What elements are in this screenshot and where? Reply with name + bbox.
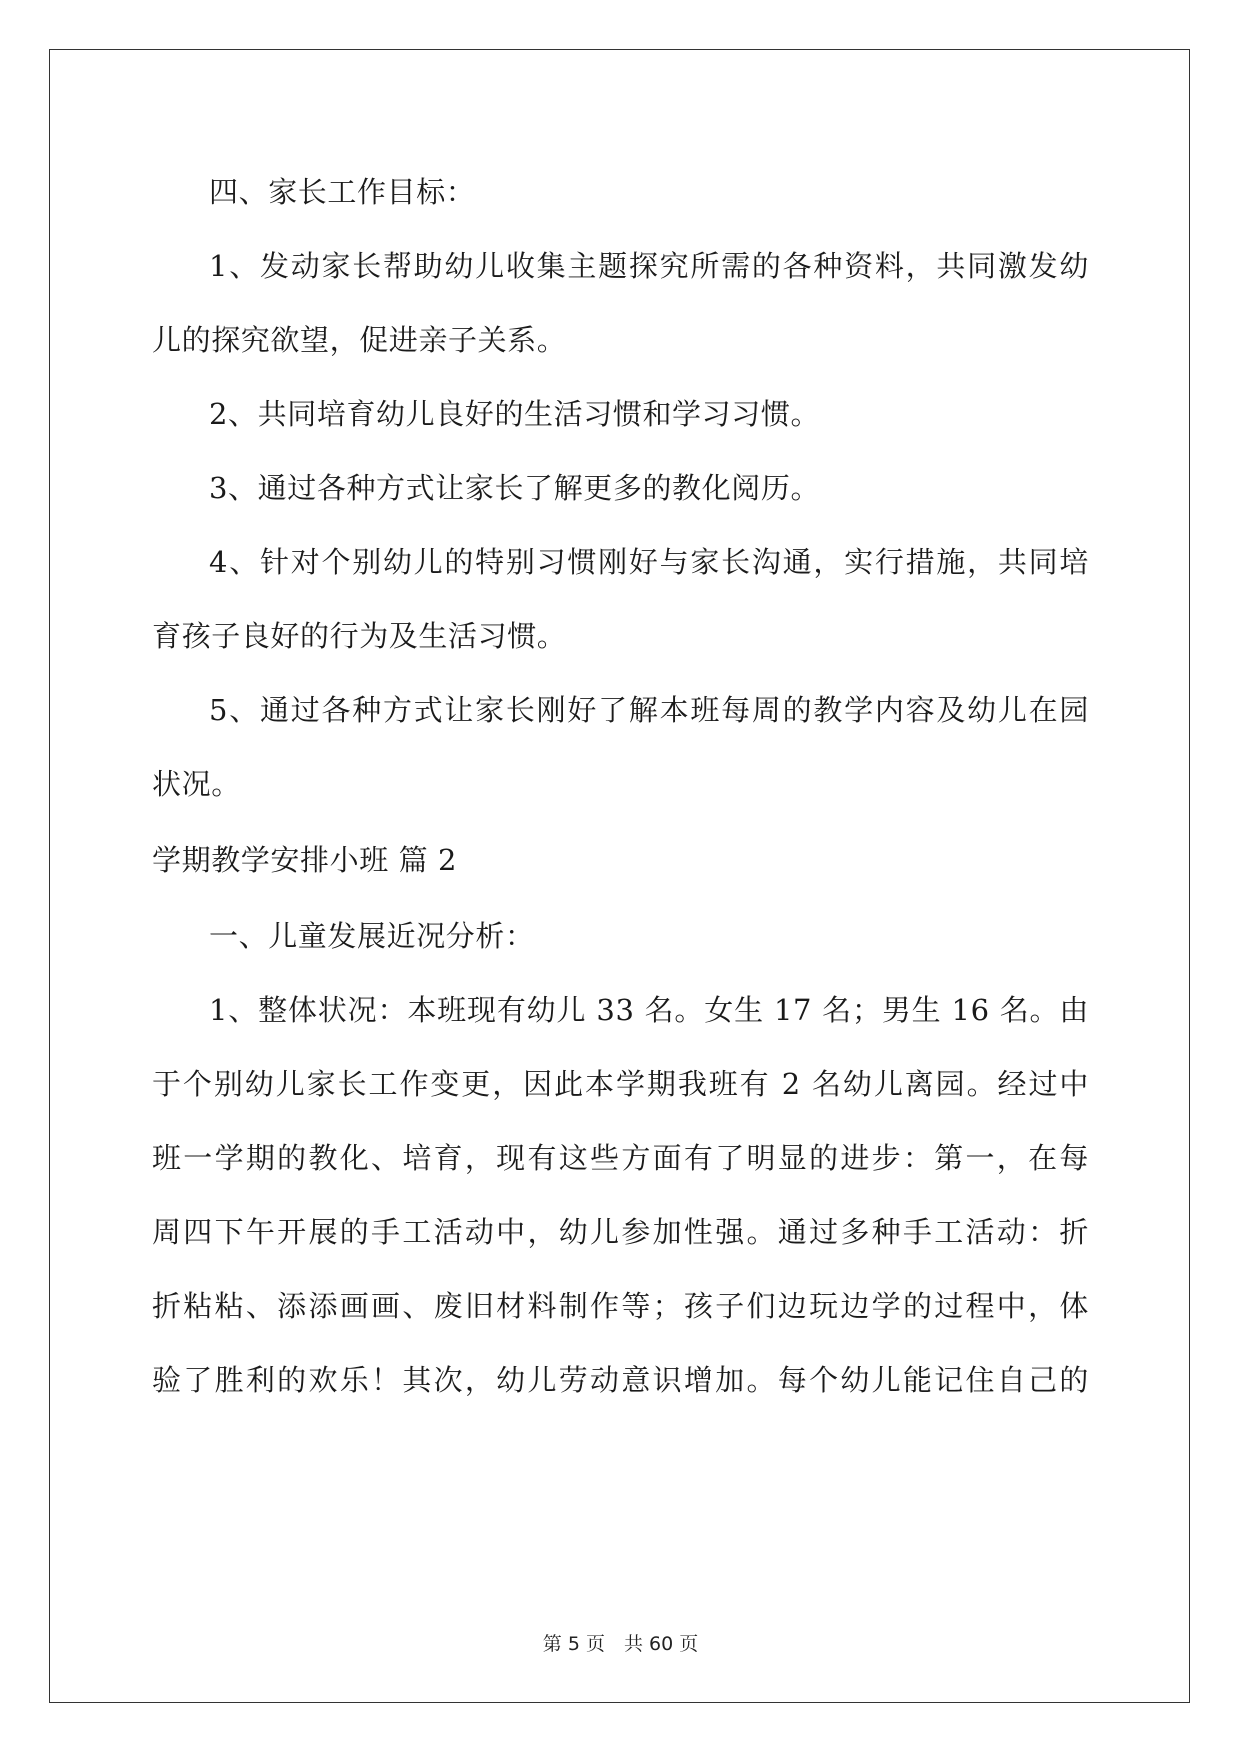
paragraph-line: 1、发动家长帮助幼儿收集主题探究所需的各种资料，共同激发幼 [209,249,1089,283]
paragraph-line: 3、通过各种方式让家长了解更多的教化阅历。 [209,471,821,505]
paragraph-line: 儿的探究欲望，促进亲子关系。 [152,323,567,357]
paragraph-line: 2、共同培育幼儿良好的生活习惯和学习习惯。 [209,397,821,431]
section-heading-parent-goals: 四、家长工作目标： [209,175,476,209]
paragraph-line: 验了胜利的欢乐！其次，幼儿劳动意识增加。每个幼儿能记住自己的 [152,1363,1089,1397]
article-title: 学期教学安排小班 篇 2 [152,843,458,877]
paragraph-line: 于个别幼儿家长工作变更，因此本学期我班有 2 名幼儿离园。经过中 [152,1067,1089,1101]
paragraph-line: 5、通过各种方式让家长刚好了解本班每周的教学内容及幼儿在园 [209,693,1089,727]
paragraph-line: 周四下午开展的手工活动中，幼儿参加性强。通过多种手工活动：折 [152,1215,1089,1249]
paragraph-line: 班一学期的教化、培育，现有这些方面有了明显的进步：第一，在每 [152,1141,1089,1175]
paragraph-line: 1、整体状况：本班现有幼儿 33 名。女生 17 名；男生 16 名。由 [209,993,1089,1027]
paragraph-line: 4、针对个别幼儿的特别习惯刚好与家长沟通，实行措施，共同培 [209,545,1089,579]
paragraph-line: 育孩子良好的行为及生活习惯。 [152,619,567,653]
paragraph-line: 状况。 [152,767,241,801]
paragraph-line: 折粘粘、添添画画、废旧材料制作等；孩子们边玩边学的过程中，体 [152,1289,1089,1323]
page-number-footer: 第 5 页 共 60 页 [542,1633,699,1655]
section-heading-child-development: 一、儿童发展近况分析： [209,919,535,953]
